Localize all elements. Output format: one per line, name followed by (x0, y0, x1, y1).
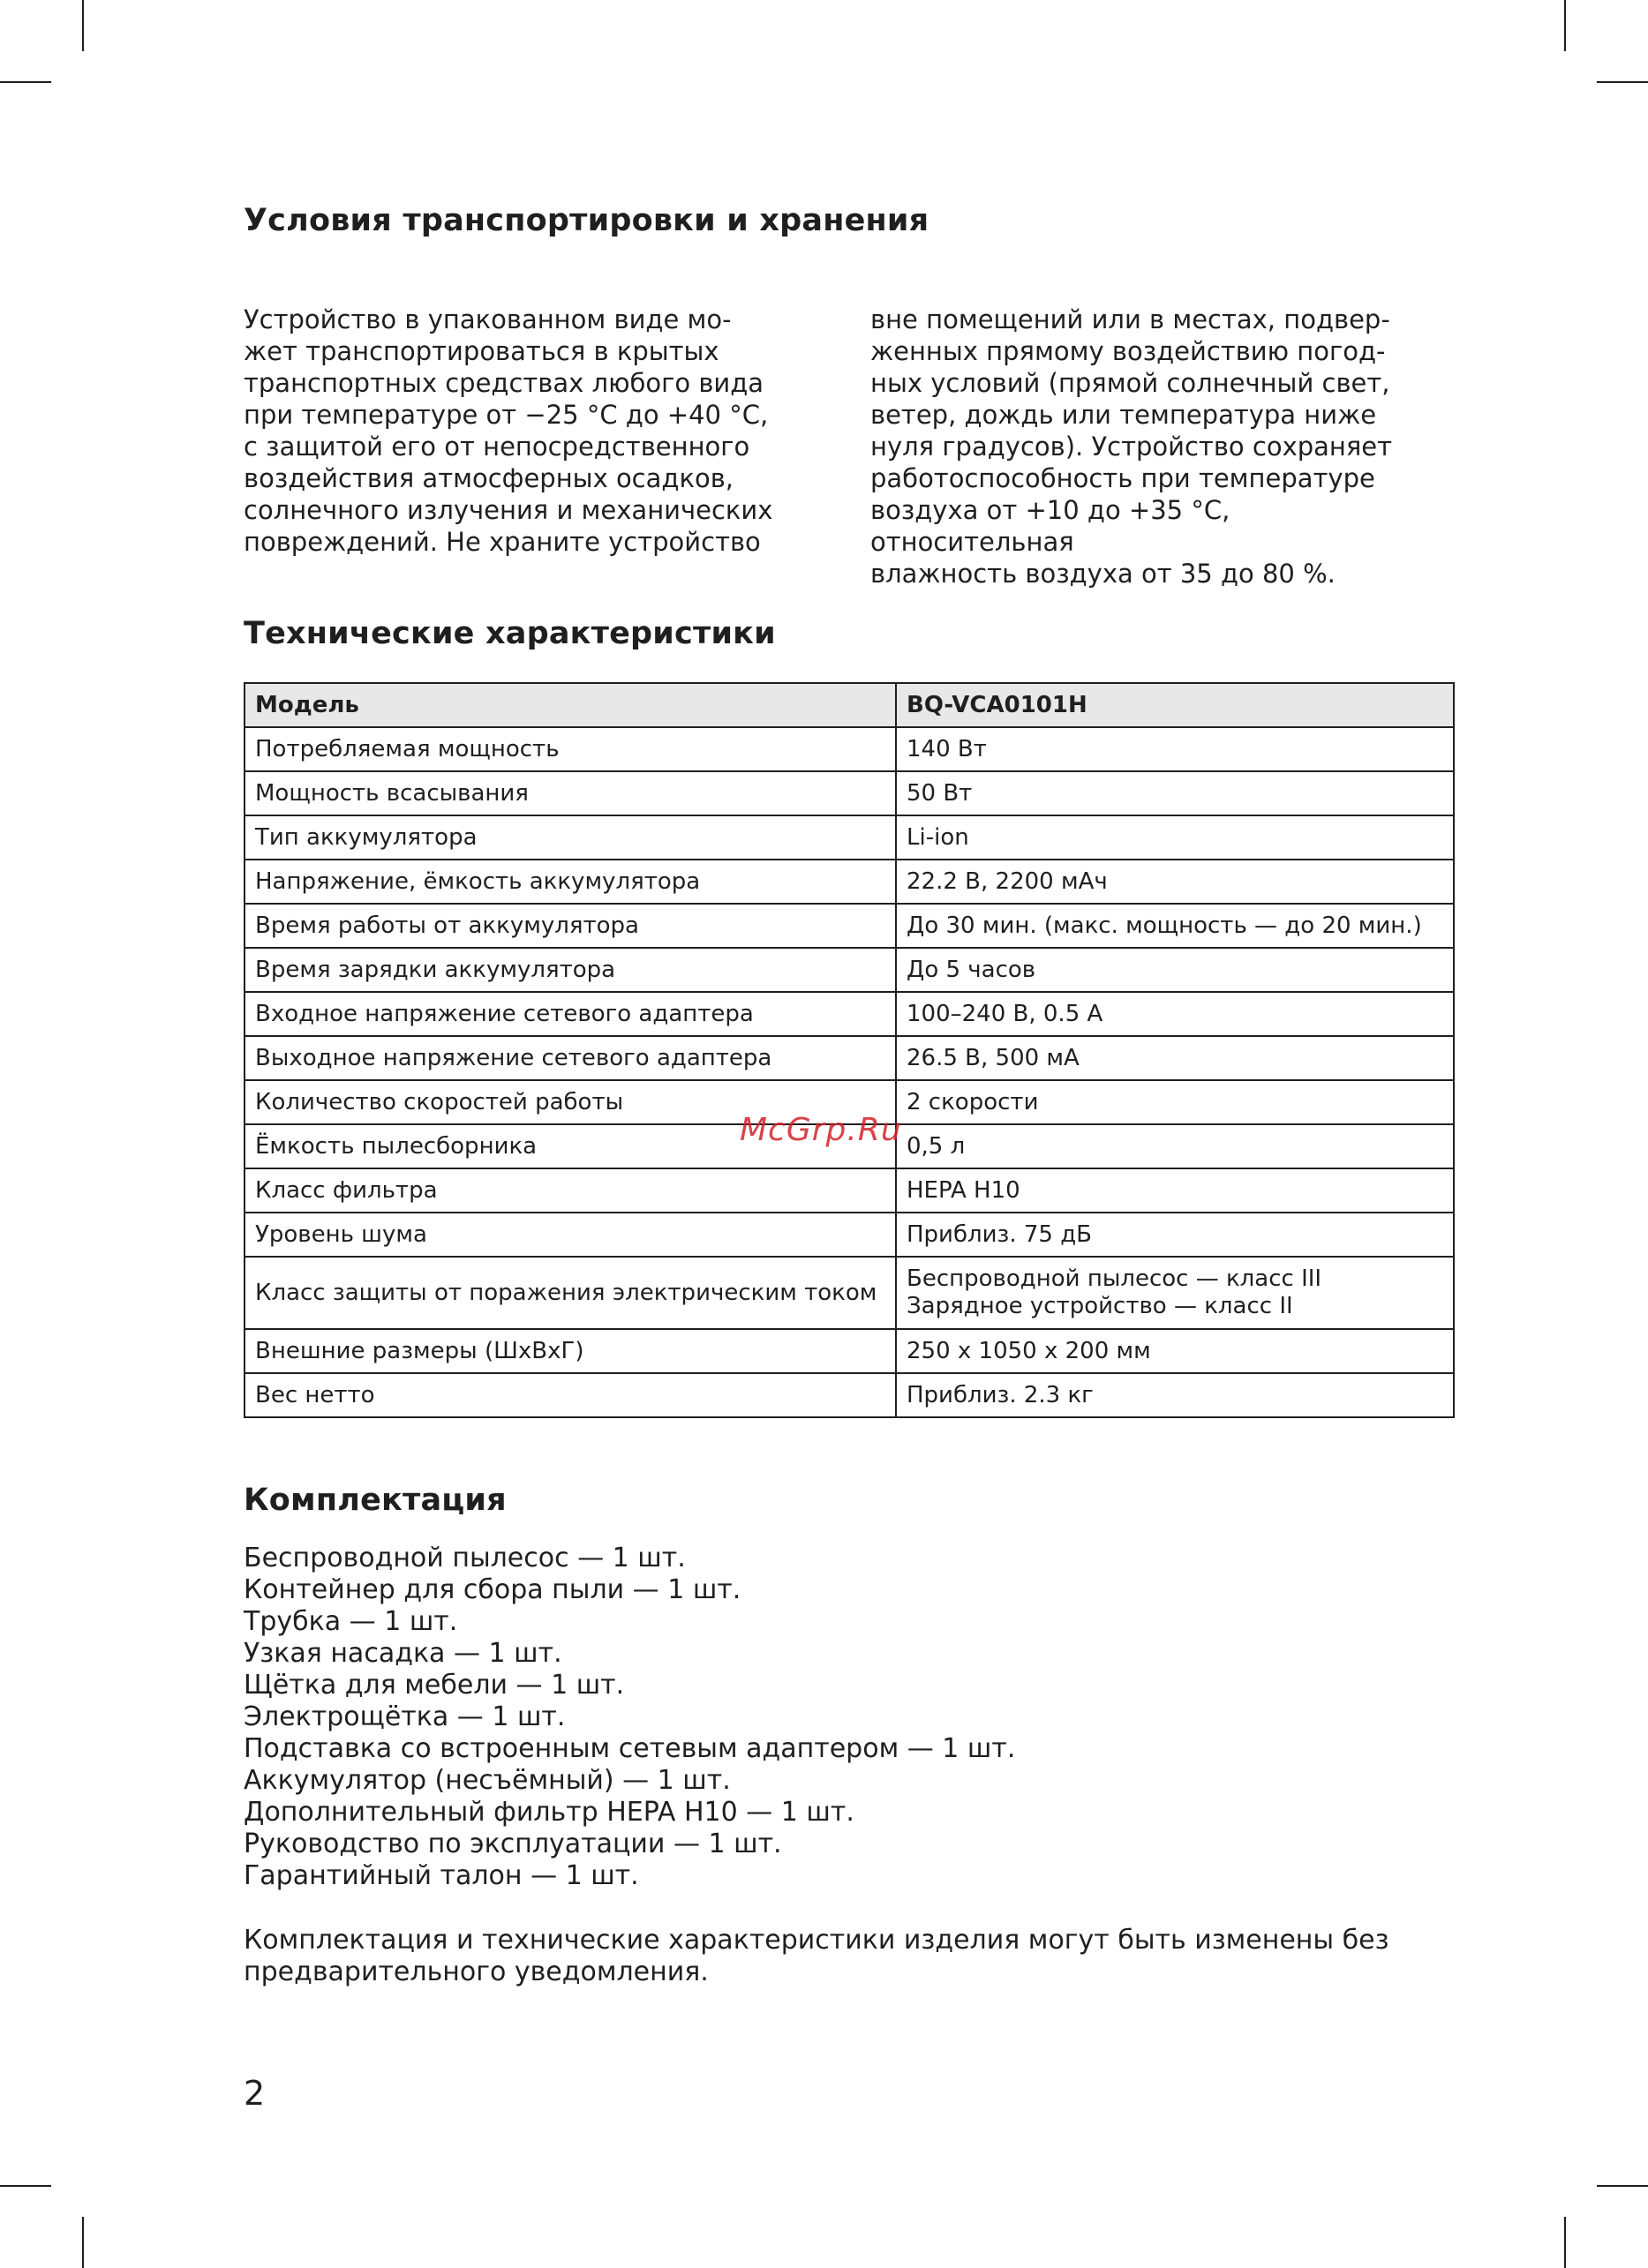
spec-label: Входное напряжение сетевого адаптера (245, 992, 896, 1036)
list-item: Контейнер для сбора пыли — 1 шт. (244, 1574, 741, 1605)
spec-value: 100–240 В, 0.5 А (896, 992, 1454, 1036)
specs-table (244, 682, 1455, 1418)
spec-value: До 5 часов (896, 948, 1454, 992)
spec-label: Напряжение, ёмкость аккумулятора (245, 860, 896, 904)
specs-header-value: BQ-VCA0101H (896, 683, 1454, 727)
spec-value: Приблиз. 75 дБ (896, 1213, 1454, 1257)
spec-label: Класс защиты от поражения электрическим током (245, 1257, 896, 1329)
storage-text-column-2: вне помещений или в местах, подвер- женных прямому воздействию погод- ных условий (прямой солнечный свет, ветер, дождь или температура ниже нуля градусов). Устройство сохраняет работоспособность при температуре воздуха от +10 до +35 °С, относительная влажность воздуха от 35 до 80 %. (870, 304, 1393, 589)
spec-label: Уровень шума (245, 1213, 896, 1257)
spec-value: 22.2 В, 2200 мАч (896, 860, 1454, 904)
spec-label: Время зарядки аккумулятора (245, 948, 896, 992)
spec-value: 0,5 л (896, 1124, 1454, 1168)
spec-value: 250 х 1050 х 200 мм (896, 1329, 1454, 1373)
watermark: McGrp.Ru (740, 1112, 902, 1148)
table-row (245, 1036, 1454, 1080)
spec-value: Беспроводной пылесос — класс III Зарядное устройство — класс II (896, 1257, 1454, 1329)
kit-note: Комплектация и технические характеристики изделия могут быть изменены без предварительного уведомления. (244, 1925, 1389, 1987)
spec-value: 26.5 В, 500 мА (896, 1036, 1454, 1080)
crop-mark-bottom-right (1564, 2217, 1566, 2268)
table-row (245, 1257, 1454, 1329)
list-item: Руководство по эксплуатации — 1 шт. (244, 1829, 782, 1859)
spec-value: HEPA H10 (896, 1168, 1454, 1213)
crop-mark-bottom-right-h (1597, 2185, 1648, 2187)
kit-heading: Комплектация (244, 1483, 507, 1518)
page-number: 2 (244, 2074, 266, 2113)
spec-label: Потребляемая мощность (245, 727, 896, 771)
list-item: Дополнительный фильтр HEPA H10 — 1 шт. (244, 1797, 854, 1828)
storage-heading: Условия транспортировки и хранения (244, 203, 929, 238)
crop-mark-top-left (82, 0, 84, 51)
list-item: Беспроводной пылесос — 1 шт. (244, 1543, 686, 1573)
spec-value: 2 скорости (896, 1080, 1454, 1124)
spec-value: До 30 мин. (макс. мощность — до 20 мин.) (896, 904, 1454, 948)
crop-mark-bottom-left-h (0, 2185, 51, 2187)
spec-label: Ёмкость пылесборника (245, 1124, 896, 1168)
specs-heading: Технические характеристики (244, 616, 776, 651)
kit-list (244, 1543, 1015, 1892)
table-row (245, 860, 1454, 904)
crop-mark-bottom-left (82, 2217, 84, 2268)
storage-text-column-1: Устройство в упакованном виде мо- жет транспортироваться в крытых транспортных средствах любого вида при температуре от −25 °С до +40 °С, с защитой его от непосредственного воздействия атмосферных осадков, солнечного излучения и механических повреждений. Не храните устройство (244, 304, 773, 557)
table-row (245, 1329, 1454, 1373)
list-item: Гарантийный талон — 1 шт. (244, 1860, 639, 1891)
specs-header-label: Модель (245, 683, 896, 727)
table-row (245, 727, 1454, 771)
spec-label: Количество скоростей работы (245, 1080, 896, 1124)
table-row (245, 904, 1454, 948)
spec-value: 50 Вт (896, 771, 1454, 815)
table-row (245, 992, 1454, 1036)
spec-label: Внешние размеры (ШхВхГ) (245, 1329, 896, 1373)
spec-label: Выходное напряжение сетевого адаптера (245, 1036, 896, 1080)
list-item: Узкая насадка — 1 шт. (244, 1638, 562, 1669)
list-item: Электрощётка — 1 шт. (244, 1701, 566, 1732)
spec-label: Вес нетто (245, 1373, 896, 1417)
spec-label: Мощность всасывания (245, 771, 896, 815)
table-row (245, 1213, 1454, 1257)
crop-mark-top-left-h (0, 81, 51, 83)
table-row (245, 1373, 1454, 1417)
spec-value: Li-ion (896, 815, 1454, 860)
spec-label: Время работы от аккумулятора (245, 904, 896, 948)
spec-label: Класс фильтра (245, 1168, 896, 1213)
specs-table-header-row (245, 683, 1454, 727)
crop-mark-top-right-h (1597, 81, 1648, 83)
list-item: Аккумулятор (несъёмный) — 1 шт. (244, 1765, 731, 1796)
table-row (245, 771, 1454, 815)
list-item: Трубка — 1 шт. (244, 1606, 458, 1637)
spec-label: Тип аккумулятора (245, 815, 896, 860)
list-item: Щётка для мебели — 1 шт. (244, 1670, 625, 1701)
table-row (245, 1168, 1454, 1213)
spec-value: 140 Вт (896, 727, 1454, 771)
table-row (245, 815, 1454, 860)
table-row (245, 948, 1454, 992)
crop-mark-top-right (1564, 0, 1566, 51)
spec-value: Приблиз. 2.3 кг (896, 1373, 1454, 1417)
list-item: Подставка со встроенным сетевым адаптером — 1 шт. (244, 1733, 1016, 1764)
